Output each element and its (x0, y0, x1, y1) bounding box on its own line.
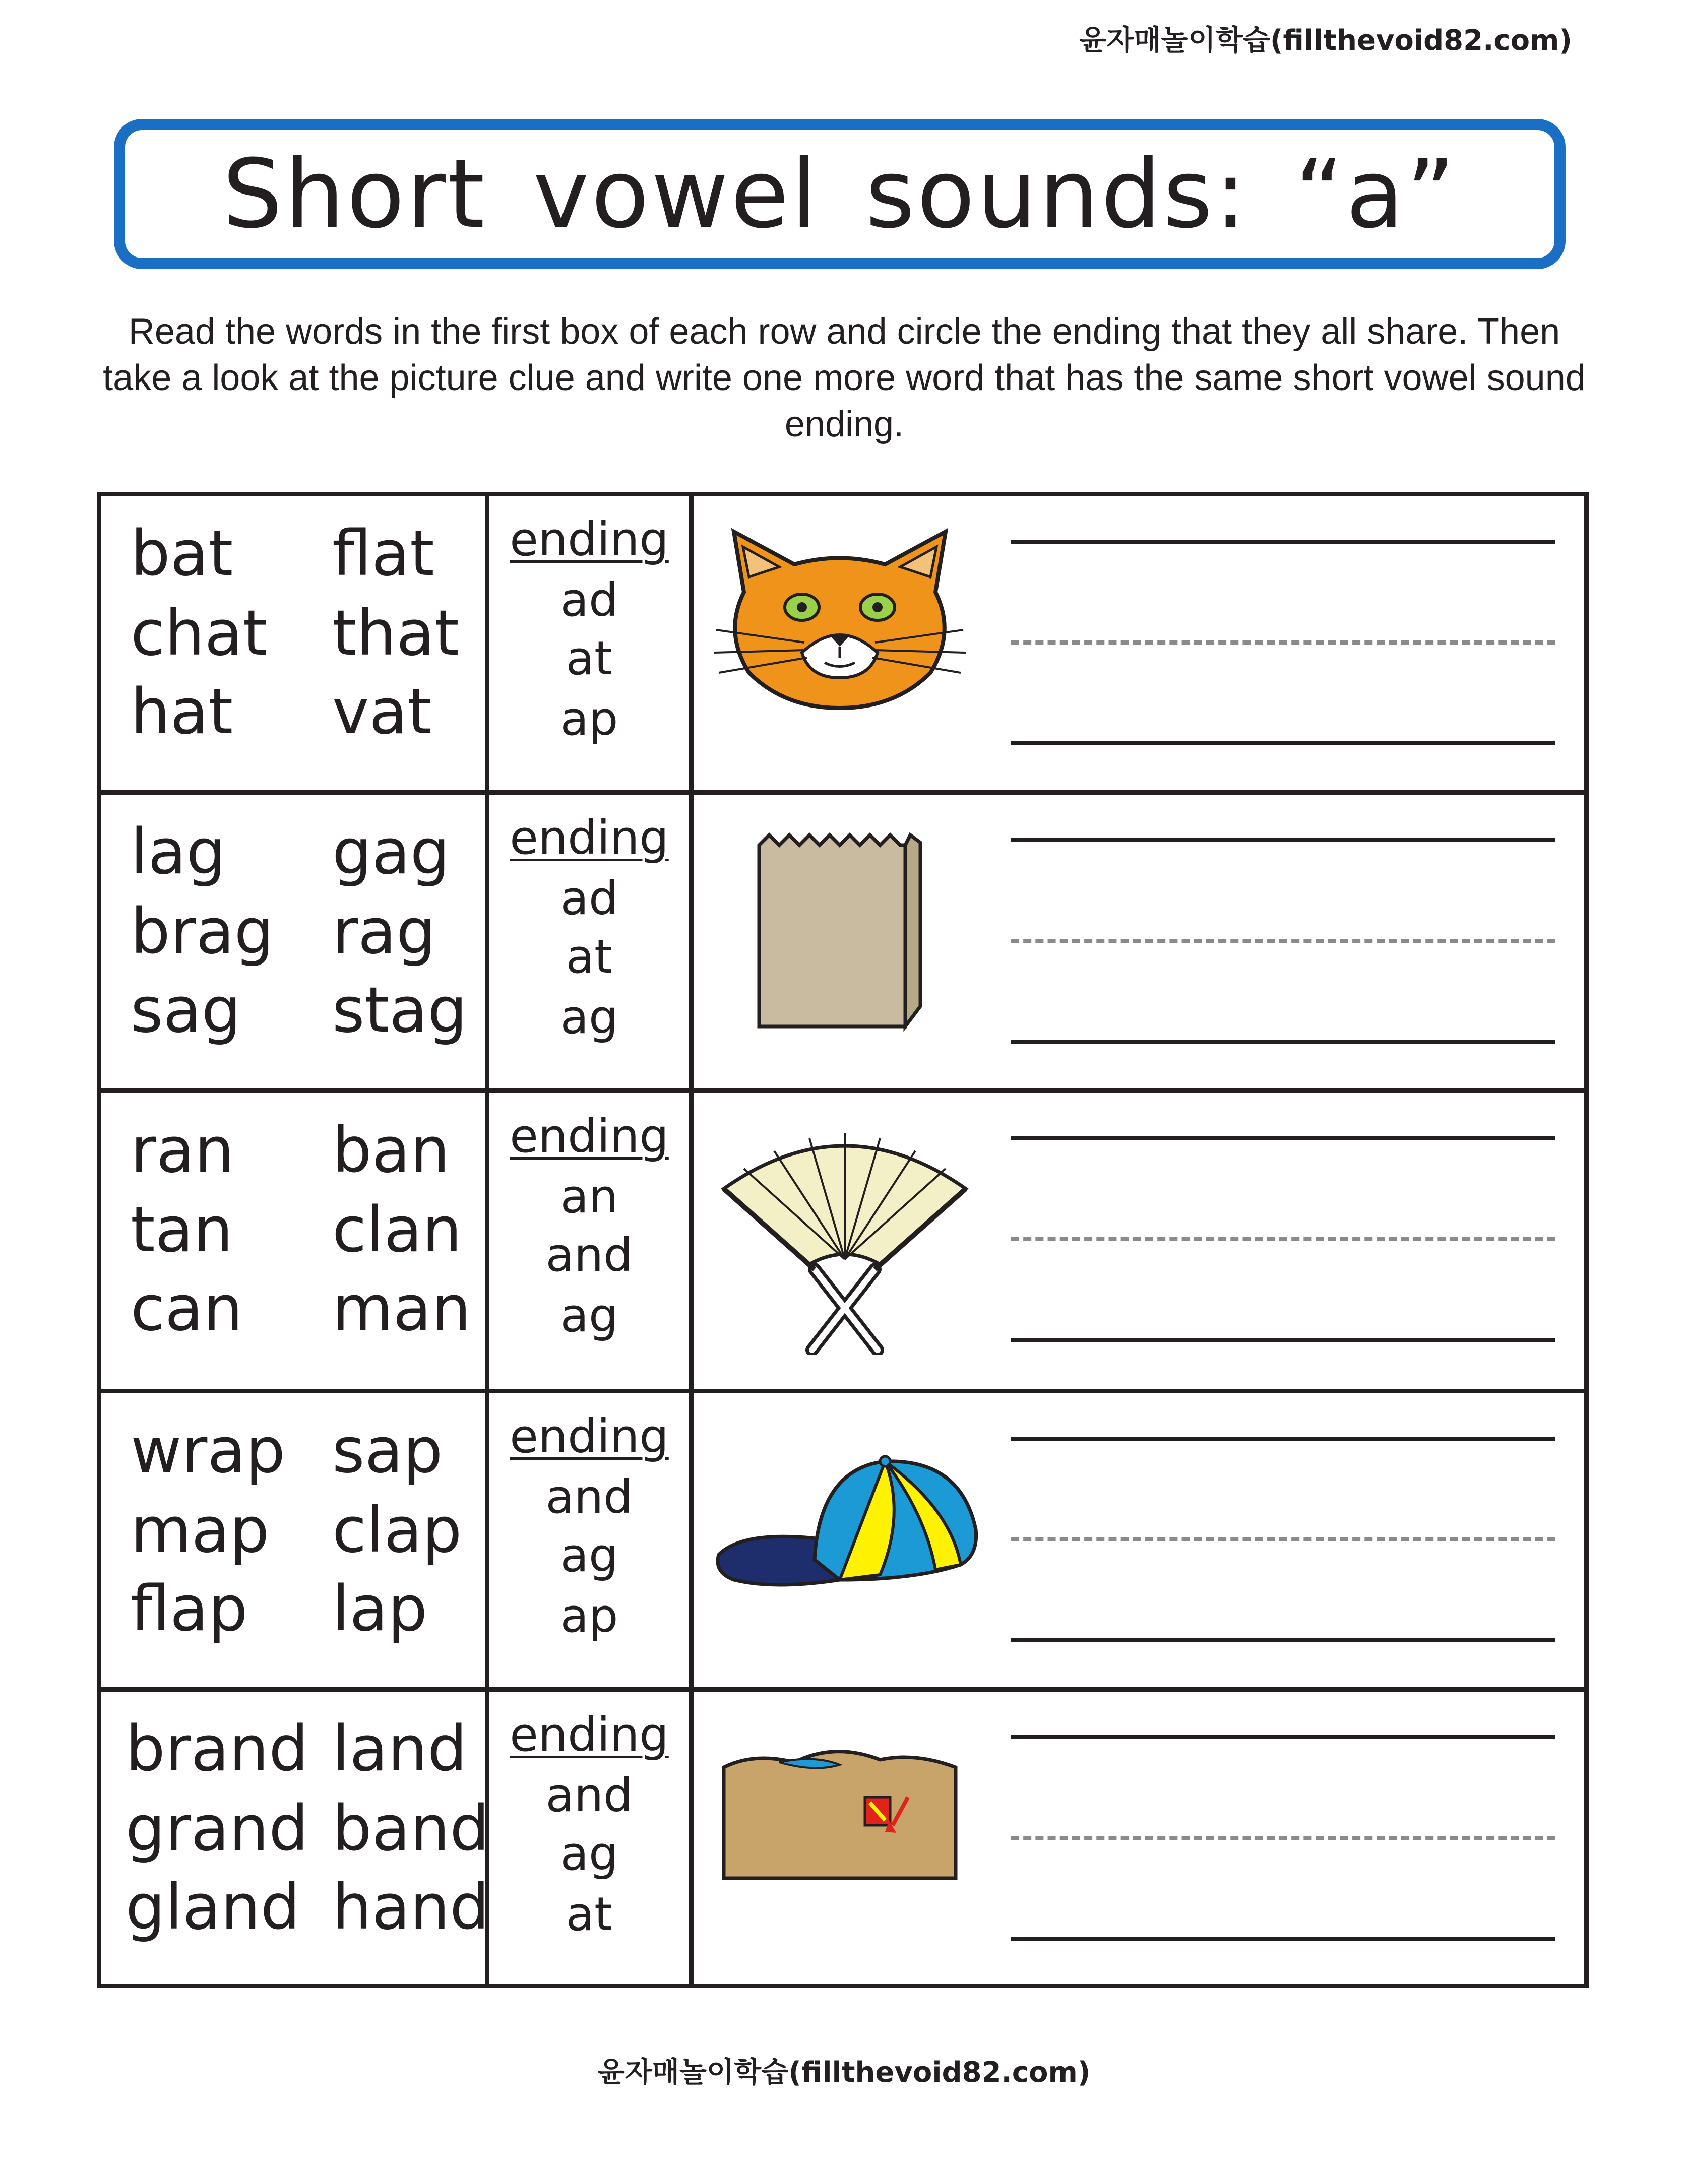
word: ran (131, 1114, 234, 1187)
writing-guide-line (1011, 939, 1555, 943)
worksheet-row (101, 1393, 1584, 1692)
writing-line[interactable] (1011, 741, 1555, 745)
word: band (332, 1792, 489, 1865)
ending-option[interactable]: and (545, 1228, 633, 1282)
word: sap (332, 1415, 443, 1487)
word: sag (131, 974, 241, 1047)
picture-clue (694, 496, 976, 790)
writing-line[interactable] (1011, 1735, 1555, 1739)
ending-heading: ending (510, 512, 669, 566)
writing-guide-line (1011, 1836, 1555, 1840)
picture-clue (694, 1093, 976, 1389)
site-credit-bottom: 윤자매놀이학습(fillthevoid82.com) (597, 2056, 1091, 2089)
word-list (101, 1692, 489, 1984)
ending-option[interactable]: ag (560, 1528, 618, 1582)
picture-clue (694, 1393, 976, 1687)
word: rag (332, 895, 436, 968)
word: lag (131, 816, 226, 888)
ending-option[interactable]: at (566, 631, 613, 685)
ending-option[interactable]: ag (560, 990, 618, 1044)
worksheet-row (101, 795, 1584, 1093)
ending-option[interactable]: at (566, 1887, 613, 1941)
word: brand (126, 1713, 308, 1785)
ending-heading: ending (510, 811, 669, 865)
worksheet-row (101, 1692, 1584, 1984)
writing-guide-line (1011, 1537, 1555, 1541)
ending-option[interactable]: and (545, 1470, 633, 1524)
answer-lines[interactable] (976, 496, 1584, 790)
ending-option[interactable]: ag (560, 1827, 618, 1881)
ending-heading: ending (510, 1109, 669, 1163)
writing-line[interactable] (1011, 838, 1555, 842)
paper-bag-icon (714, 815, 966, 1057)
writing-line[interactable] (1011, 1136, 1555, 1140)
ending-option[interactable]: ad (560, 573, 618, 627)
page-title: Short vowel sounds: “a” (222, 139, 1457, 249)
ending-option[interactable]: and (545, 1768, 633, 1822)
ending-choices (489, 795, 694, 1088)
worksheet-row (101, 496, 1584, 795)
word: hat (131, 676, 233, 748)
writing-guide-line (1011, 1237, 1555, 1241)
word: land (332, 1713, 467, 1785)
answer-lines[interactable] (976, 795, 1584, 1088)
word: clap (332, 1494, 462, 1567)
word: vat (332, 676, 432, 748)
ending-heading: ending (510, 1409, 669, 1463)
word: hand (332, 1871, 489, 1944)
folding-fan-icon (714, 1113, 976, 1355)
word: can (131, 1272, 243, 1345)
worksheet-row (101, 1093, 1584, 1393)
ending-choices (489, 1692, 694, 1984)
word: chat (131, 597, 268, 670)
baseball-cap-icon (714, 1414, 986, 1645)
sand-beach-icon (714, 1712, 966, 1913)
answer-lines[interactable] (976, 1692, 1584, 1984)
writing-line[interactable] (1011, 1338, 1555, 1342)
word: grand (126, 1792, 308, 1865)
writing-line[interactable] (1011, 1437, 1555, 1441)
writing-line[interactable] (1011, 1040, 1555, 1044)
picture-clue (694, 795, 976, 1088)
ending-option[interactable]: ad (560, 871, 618, 925)
ending-choices (489, 496, 694, 790)
word-list (101, 1093, 489, 1389)
ending-option[interactable]: ap (560, 1589, 618, 1643)
ending-option[interactable]: ag (560, 1289, 618, 1342)
word: tan (131, 1194, 233, 1266)
ending-option[interactable]: ap (560, 692, 618, 746)
writing-line[interactable] (1011, 1937, 1555, 1941)
cat-face-icon (714, 517, 966, 728)
site-credit-top: 윤자매놀이학습(fillthevoid82.com) (1079, 24, 1572, 57)
answer-lines[interactable] (976, 1393, 1584, 1687)
word-list (101, 1393, 489, 1687)
picture-clue (694, 1692, 976, 1984)
word: lap (332, 1573, 428, 1645)
word: gland (126, 1871, 300, 1944)
word-list (101, 795, 489, 1088)
word: gag (332, 816, 450, 888)
answer-lines[interactable] (976, 1093, 1584, 1389)
word: clan (332, 1194, 462, 1266)
word: stag (332, 974, 467, 1047)
word-list (101, 496, 489, 790)
ending-option[interactable]: an (560, 1170, 618, 1224)
title-banner (114, 119, 1566, 269)
word: that (332, 597, 459, 670)
word: brag (131, 895, 274, 968)
ending-heading: ending (510, 1708, 669, 1762)
writing-guide-line (1011, 640, 1555, 645)
word: wrap (131, 1415, 286, 1487)
word: ban (332, 1114, 450, 1187)
worksheet-table (97, 492, 1589, 1988)
ending-choices (489, 1393, 694, 1687)
word: flat (332, 518, 434, 590)
word: bat (131, 518, 233, 590)
word: flap (131, 1573, 248, 1645)
instructions-text: Read the words in the first box of each row and circle the ending that they all share. Then take a look at the picture clue and write one more word that has the same short vowel sound ending. (103, 311, 1586, 444)
ending-choices (489, 1093, 694, 1389)
writing-line[interactable] (1011, 540, 1555, 544)
word: man (332, 1272, 471, 1345)
ending-option[interactable]: at (566, 930, 613, 984)
word: map (131, 1494, 270, 1567)
writing-line[interactable] (1011, 1638, 1555, 1642)
